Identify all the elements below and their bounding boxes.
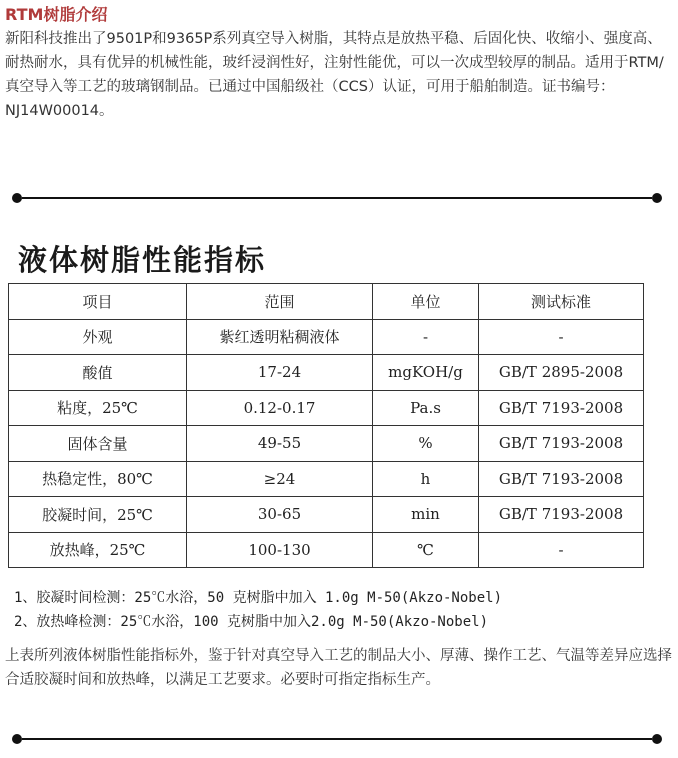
header-cell: 单位 [373,284,479,320]
header-cell: 测试标准 [479,284,644,320]
divider-dot-icon [12,734,22,744]
table-cell: 100-130 [187,532,373,568]
table-cell: - [479,532,644,568]
table-cell: 0.12-0.17 [187,390,373,426]
table-row [9,390,644,426]
divider-top [12,192,662,204]
table-cell: 固体含量 [9,426,187,462]
table-cell: 酸值 [9,355,187,391]
divider-dot-icon [652,193,662,203]
spec-table [8,283,644,568]
table-cell: GB/T 7193-2008 [479,426,644,462]
table-cell: GB/T 7193-2008 [479,461,644,497]
table-cell: 放热峰，25℃ [9,532,187,568]
intro-paragraph: 新阳科技推出了9501P和9365P系列真空导入树脂，其特点是放热平稳、后固化快、收缩小、强度高、耐热耐水，具有优异的机械性能，玻纤浸润性好，注射性能优，可以一次成型较厚的制品。适用于RTM/真空导入等工艺的玻璃钢制品。已通过中国船级社（CCS）认证，可用于船舶制造。证书编号：NJ14W00014。 [5,31,664,119]
header-cell: 项目 [9,284,187,320]
divider-bottom [12,733,662,745]
table-cell: h [373,461,479,497]
table-row [9,426,644,462]
table-cell: ≥24 [187,461,373,497]
table-row [9,319,644,355]
table-cell: 热稳定性，80℃ [9,461,187,497]
divider-line [22,738,652,740]
table-cell: - [373,319,479,355]
divider-dot-icon [12,193,22,203]
table-header-row [9,284,644,320]
table-cell: 30-65 [187,497,373,533]
table-cell: 49-55 [187,426,373,462]
header-cell: 范围 [187,284,373,320]
table-cell: 紫红透明粘稠液体 [187,319,373,355]
divider-line [22,197,652,199]
divider-dot-icon [652,734,662,744]
spec-title: 液体树脂性能指标 [18,243,267,277]
table-cell: 外观 [9,319,187,355]
table-cell: GB/T 2895-2008 [479,355,644,391]
spec-image-panel [0,236,678,640]
table-cell: - [479,319,644,355]
table-cell: GB/T 7193-2008 [479,497,644,533]
table-cell: mgKOH/g [373,355,479,391]
table-row [9,461,644,497]
table-row [9,532,644,568]
spec-note: 1、胶凝时间检测：25℃水浴，50 克树脂中加入 1.0g M-50(Akzo-Nobel) [14,590,503,606]
table-cell: Pa.s [373,390,479,426]
table-cell: 胶凝时间，25℃ [9,497,187,533]
table-cell: min [373,497,479,533]
table-cell: 17-24 [187,355,373,391]
table-row [9,497,644,533]
spec-notes [14,586,502,634]
footer-paragraph: 上表所列液体树脂性能指标外，鉴于针对真空导入工艺的制品大小、厚薄、操作工艺、气温等差异应选择合适胶凝时间和放热峰，以满足工艺要求。必要时可指定指标生产。 [5,648,672,688]
table-cell: ℃ [373,532,479,568]
table-cell: GB/T 7193-2008 [479,390,644,426]
table-cell: 粘度，25℃ [9,390,187,426]
section-title: RTM树脂介绍 [5,5,108,24]
table-cell: % [373,426,479,462]
spec-note: 2、放热峰检测：25℃水浴，100 克树脂中加入2.0g M-50(Akzo-Nobel) [14,614,489,630]
table-row [9,355,644,391]
